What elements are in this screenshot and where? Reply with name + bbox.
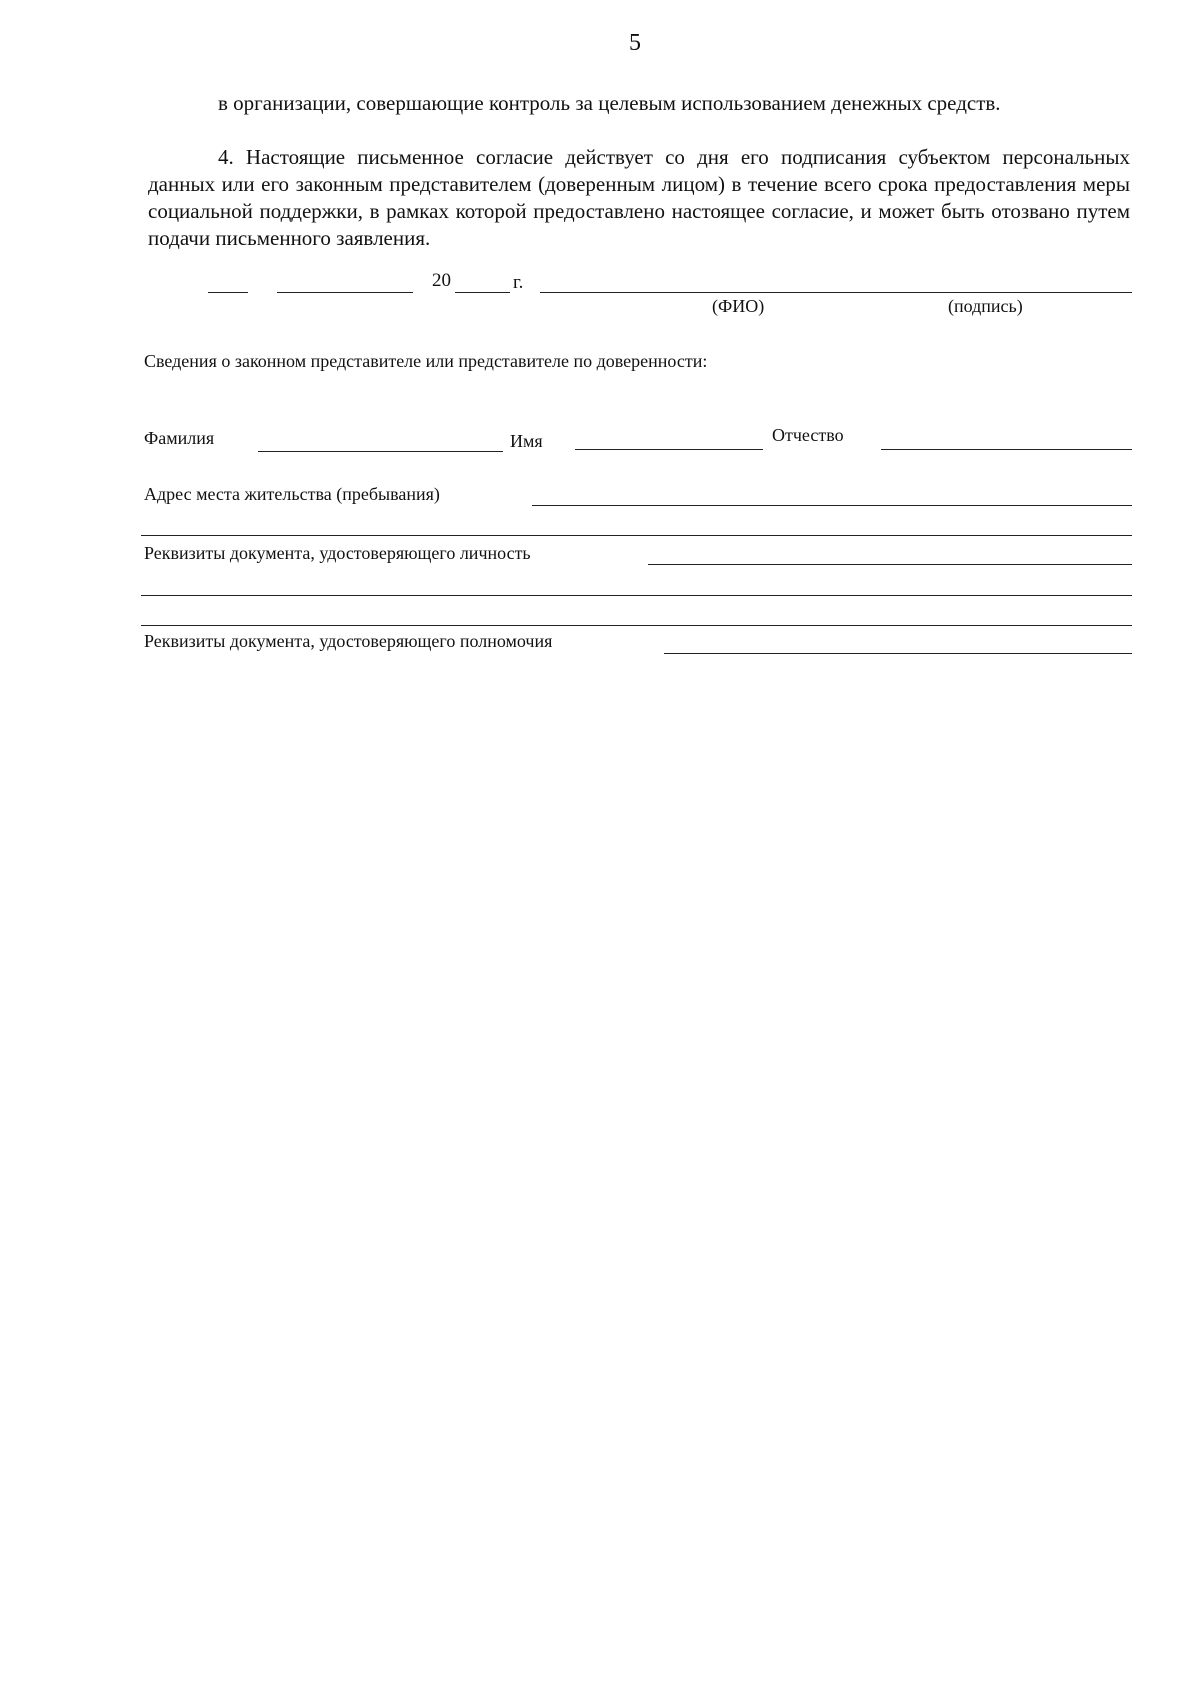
identity-doc-field[interactable]	[648, 564, 1132, 565]
paragraph-consent-validity: 4. Настоящие письменное согласие действует со дня его подписания субъектом персональных данных или его законным представителем (доверенным лицом) в течение всего срока предоставления меры социальной поддержки, в рамках которой предоставлено настоящее согласие, и может быть отозвано путем подачи письменного заявления.	[148, 145, 1130, 250]
patronymic-label: Отчество	[772, 425, 844, 445]
address-label: Адрес места жительства (пребывания)	[144, 484, 440, 504]
date-day-field[interactable]	[208, 292, 248, 293]
fio-caption: (ФИО)	[712, 296, 765, 316]
date-year-prefix: 20	[432, 270, 451, 291]
name-field[interactable]	[575, 449, 763, 450]
date-month-field[interactable]	[277, 292, 413, 293]
authority-doc-field[interactable]	[664, 653, 1132, 654]
identity-doc-field-continuation-1[interactable]	[141, 595, 1132, 596]
identity-doc-field-continuation-2[interactable]	[141, 625, 1132, 626]
patronymic-field[interactable]	[881, 449, 1132, 450]
paragraph-funds-control: в организации, совершающие контроль за целевым использованием денежных средств.	[218, 91, 1001, 115]
address-field-continuation[interactable]	[141, 535, 1132, 536]
date-year-suffix: г.	[513, 272, 524, 293]
fio-signature-field[interactable]	[540, 292, 1132, 293]
representative-heading: Сведения о законном представителе или представителе по доверенности:	[144, 351, 708, 371]
name-label: Имя	[510, 431, 543, 451]
identity-doc-label: Реквизиты документа, удостоверяющего личность	[144, 543, 531, 563]
surname-field[interactable]	[258, 451, 503, 452]
surname-label: Фамилия	[144, 428, 215, 448]
date-year-field[interactable]	[455, 292, 510, 293]
address-field[interactable]	[532, 505, 1132, 506]
authority-doc-label: Реквизиты документа, удостоверяющего полномочия	[144, 631, 553, 651]
signature-caption: (подпись)	[948, 296, 1023, 316]
page-number: 5	[629, 30, 641, 56]
